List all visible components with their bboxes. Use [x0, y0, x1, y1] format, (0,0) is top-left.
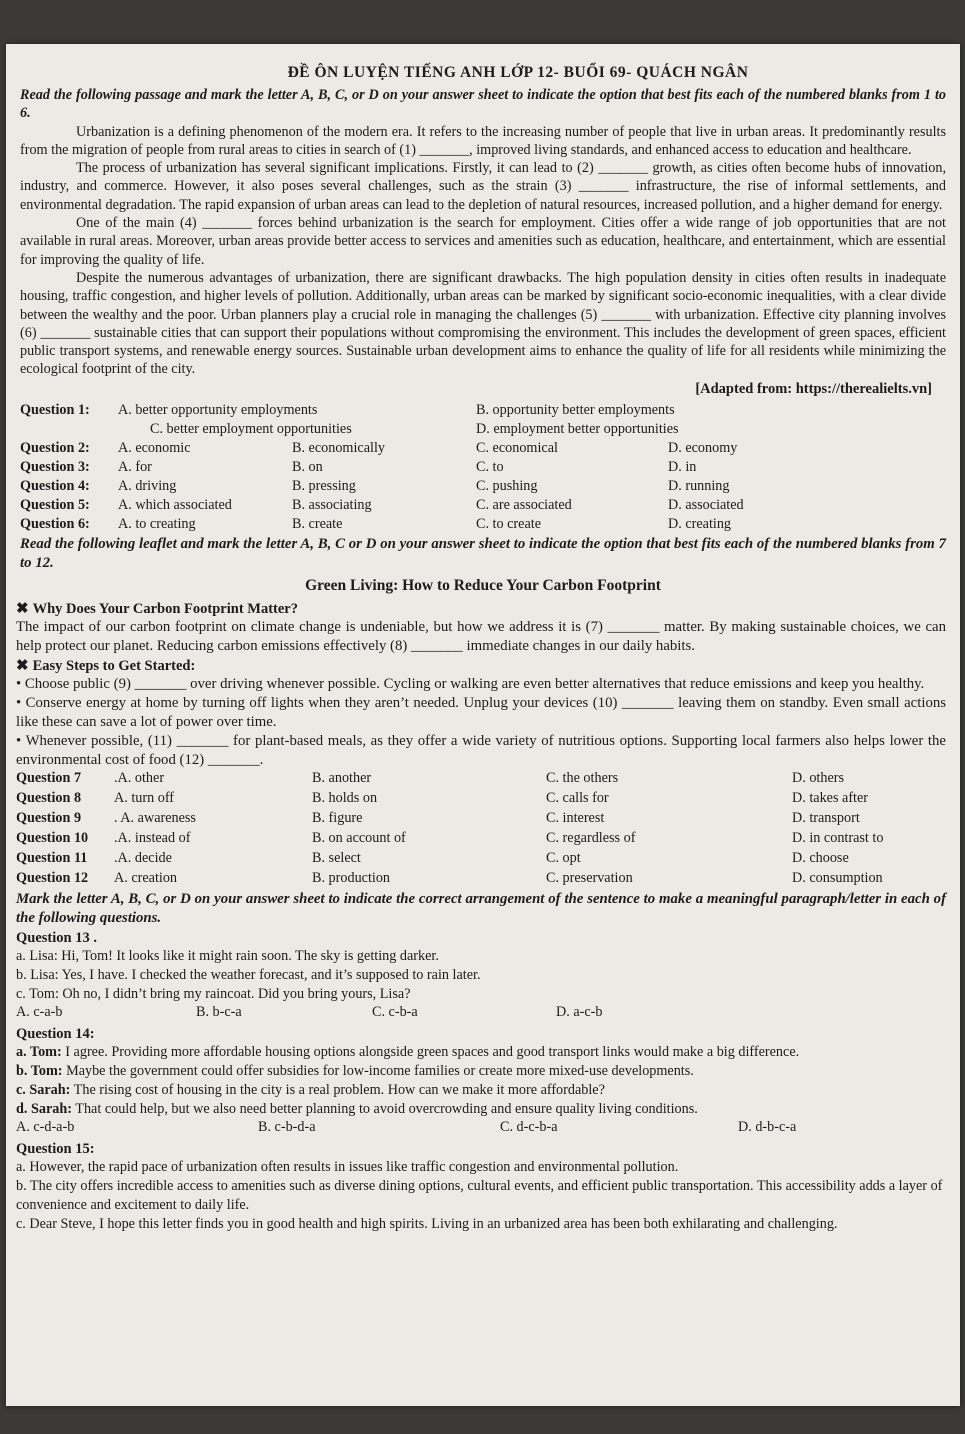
question-15-label: Question 15:: [16, 1140, 95, 1157]
option-a[interactable]: A. turn off: [114, 789, 175, 806]
option-a[interactable]: .A. decide: [114, 849, 172, 866]
question-row: [16, 810, 960, 830]
option-d[interactable]: D. in contrast to: [792, 829, 884, 846]
option-b[interactable]: B. select: [312, 849, 361, 866]
q13-line-c: c. Tom: Oh no, I didn’t bring my raincoat. Did you bring yours, Lisa?: [16, 985, 411, 1002]
option-a[interactable]: A. c-d-a-b: [16, 1118, 75, 1135]
passage1-para1: Urbanization is a defining phenomenon of the modern era. It refers to the increasing number of people that live in urban areas. It predominantly results from the migration of people from rural areas to cities in search of (1) _______, improved living standards, and enhanced access to education and healthcare.: [20, 123, 946, 158]
q15-line-c: c. Dear Steve, I hope this letter finds you in good health and high spirits. Living in an urbanized area has been both exhilarating and challenging.: [16, 1215, 838, 1232]
option-c[interactable]: C. to: [476, 458, 504, 475]
option-d[interactable]: D. transport: [792, 809, 860, 826]
option-c[interactable]: C. preservation: [546, 869, 633, 886]
option-b[interactable]: B. associating: [292, 496, 372, 513]
option-b[interactable]: B. on: [292, 458, 323, 475]
option-c[interactable]: C. to create: [476, 515, 541, 532]
bullet-2: • Conserve energy at home by turning off lights when they aren’t needed. Unplug your devices (10) _______ leaving them on standby. Even small actions like these can save a lot of power over time.: [16, 694, 946, 730]
option-c[interactable]: C. c-b-a: [372, 1003, 418, 1020]
option-b[interactable]: B. production: [312, 869, 391, 886]
speaker: a. Tom:: [16, 1043, 62, 1060]
option-d[interactable]: D. takes after: [792, 789, 869, 806]
leaflet-section-2: [16, 656, 960, 675]
option-a[interactable]: A. to creating: [118, 515, 196, 532]
worksheet-page: [6, 44, 960, 1406]
option-b[interactable]: B. opportunity better employments: [476, 401, 675, 418]
line-text: The rising cost of housing in the city is a real problem. How can we make it more affordable?: [70, 1081, 605, 1098]
option-a[interactable]: A. creation: [114, 869, 178, 886]
question-label: Question 3:: [20, 458, 90, 475]
option-d[interactable]: D. creating: [668, 515, 732, 532]
option-b[interactable]: B. create: [292, 515, 343, 532]
section-title: Why Does Your Carbon Footprint Matter?: [32, 600, 298, 617]
question-label: Question 6:: [20, 515, 90, 532]
speaker: c. Sarah:: [16, 1081, 71, 1098]
bullet-1: • Choose public (9) _______ over driving whenever possible. Cycling or walking are even better alternatives that reduce emissions and keep you healthy.: [16, 675, 925, 692]
speaker: d. Sarah:: [16, 1100, 72, 1117]
option-c[interactable]: C. are associated: [476, 496, 572, 513]
option-d[interactable]: D. running: [668, 477, 730, 494]
speaker: b. Tom:: [16, 1062, 63, 1079]
option-c[interactable]: C. interest: [546, 809, 605, 826]
q14-line-d: [16, 1100, 946, 1119]
option-b[interactable]: B. another: [312, 769, 372, 786]
option-c[interactable]: C. d-c-b-a: [500, 1118, 558, 1135]
q13-line-b: b. Lisa: Yes, I have. I checked the weather forecast, and it’s supposed to rain later.: [16, 966, 481, 983]
question-row: [20, 421, 960, 440]
question-row: [20, 402, 960, 421]
option-b[interactable]: B. on account of: [312, 829, 406, 846]
option-a[interactable]: A. driving: [118, 477, 177, 494]
question-label: Question 1:: [20, 401, 90, 418]
option-c[interactable]: C. the others: [546, 769, 619, 786]
option-a[interactable]: A. for: [118, 458, 152, 475]
passage1-para4: Despite the numerous advantages of urbanization, there are significant drawbacks. The high population density in cities often results in inadequate housing, traffic congestion, and higher levels of pollution. Additionally, urban areas can be marked by significant socio-economic inequalities, with a clear divide between the wealthy and the poor. Urban planners play a crucial role in managing the challenges (5) _______ with urbanization. Effective city planning involves (6) _______ sustainable cities that can support their populations without compromising the environment. This includes the development of green spaces, efficient public transport systems, and renewable energy sources. Sustainable urban development aims to enhance the quality of life for all residents while minimizing the ecological footprint of the city.: [20, 269, 946, 378]
q15-line-a: a. However, the rapid pace of urbanization often results in issues like traffic congestion and environmental pollution.: [16, 1158, 679, 1175]
q13-line-a: a. Lisa: Hi, Tom! It looks like it might rain soon. The sky is getting darker.: [16, 947, 439, 964]
option-a[interactable]: . A. awareness: [114, 809, 196, 826]
option-b[interactable]: B. figure: [312, 809, 363, 826]
cross-icon: ✖: [16, 657, 29, 674]
question-13-label: Question 13 .: [16, 929, 97, 946]
option-d[interactable]: D. consumption: [792, 869, 883, 886]
question-label: Question 2:: [20, 439, 90, 456]
instruction-2: Read the following leaflet and mark the letter A, B, C or D on your answer sheet to indicate the option that best fits each of the numbered blanks from 7 to 12.: [20, 535, 946, 571]
passage1-para2: The process of urbanization has several significant implications. Firstly, it can lead to (2) _______ growth, as cities often become hubs of innovation, industry, and commerce. However, it also poses several challenges, such as the strain (3) _______ infrastructure, the rise of informal settlements, and environmental degradation. The rapid expansion of urban areas can lead to the depletion of natural resources, increased pollution, and a higher demand for energy.: [20, 160, 946, 213]
instruction-3: Mark the letter A, B, C, or D on your answer sheet to indicate the correct arrangement of the sentence to make a meaningful paragraph/letter in each of the following questions.: [16, 890, 946, 926]
question-row: [16, 770, 960, 790]
question-row: [20, 516, 960, 535]
option-a[interactable]: A. c-a-b: [16, 1003, 63, 1020]
line-text: I agree. Providing more affordable housing options alongside green spaces and good transport links would make a big difference.: [61, 1043, 800, 1060]
option-b[interactable]: B. b-c-a: [196, 1003, 242, 1020]
option-d[interactable]: D. choose: [792, 849, 849, 866]
question-label: Question 8: [16, 789, 82, 806]
question-label: Question 4:: [20, 477, 90, 494]
option-c[interactable]: C. opt: [546, 849, 581, 866]
passage1-para3: One of the main (4) _______ forces behind urbanization is the search for employment. Cities offer a wide range of job opportunities that are not available in rural areas. Moreover, urban areas provide better access to services and amenities such as education, healthcare, and entertainment, which are essential for improving the quality of life.: [20, 215, 946, 268]
question-label: Question 7: [16, 769, 82, 786]
option-c[interactable]: C. economical: [476, 439, 558, 456]
option-b[interactable]: B. economically: [292, 439, 385, 456]
leaflet-paragraph: The impact of our carbon footprint on climate change is undeniable, but how we address it is (7) _______ matter. By making sustainable choices, we can help protect our planet. Reducing carbon emissions effectively (8) _______ immediate changes in our daily habits.: [16, 618, 946, 654]
section-title: Easy Steps to Get Started:: [32, 657, 196, 674]
bullet-3: • Whenever possible, (11) _______ for plant-based meals, as they offer a wide variety of nutritious options. Supporting local farmers also helps lower the environmental cost of food (12) _______.: [16, 732, 946, 768]
question-row: [20, 459, 960, 478]
line-text: That could help, but we also need better planning to avoid overcrowding and ensure quality living conditions.: [71, 1100, 698, 1117]
question-label: Question 10: [16, 829, 89, 846]
option-c[interactable]: C. better employment opportunities: [150, 420, 352, 437]
option-a[interactable]: A. better opportunity employments: [118, 401, 318, 418]
option-a[interactable]: A. economic: [118, 439, 191, 456]
option-b[interactable]: B. holds on: [312, 789, 378, 806]
question-row: [20, 497, 960, 516]
line-text: Maybe the government could offer subsidies for low-income families or create more mixed-use developments.: [62, 1062, 694, 1079]
q14-line-b: [16, 1062, 946, 1081]
q13-options: [16, 1004, 960, 1024]
option-d[interactable]: D. employment better opportunities: [476, 420, 679, 437]
leaflet-heading: Green Living: How to Reduce Your Carbon Footprint: [305, 576, 661, 594]
q14-line-c: [16, 1081, 946, 1100]
question-row: [16, 870, 960, 890]
question-row: [16, 830, 960, 850]
option-d[interactable]: D. others: [792, 769, 845, 786]
cross-icon: ✖: [16, 600, 29, 617]
q14-line-a: [16, 1043, 946, 1062]
question-label: Question 5:: [20, 496, 90, 513]
q14-options: [16, 1119, 960, 1139]
instruction-1: Read the following passage and mark the letter A, B, C, or D on your answer sheet to indicate the option that best fits each of the numbered blanks from 1 to 6.: [20, 87, 946, 122]
question-label: Question 9: [16, 809, 82, 826]
option-b[interactable]: B. c-b-d-a: [258, 1118, 316, 1135]
q15-line-b: b. The city offers incredible access to amenities such as diverse dining options, cultural events, and efficient public transportation. This accessibility adds a layer of convenience and excitement to daily life.: [16, 1177, 943, 1213]
page-title: ĐỀ ÔN LUYỆN TIẾNG ANH LỚP 12- BUỔI 69- QUÁCH NGÂN: [287, 64, 749, 81]
option-a[interactable]: A. which associated: [118, 496, 232, 513]
question-label: Question 11: [16, 849, 88, 866]
source-citation: [Adapted from: https://therealielts.vn]: [695, 380, 932, 397]
option-d[interactable]: D. associated: [668, 496, 744, 513]
question-row: [16, 790, 960, 810]
option-c[interactable]: C. regardless of: [546, 829, 636, 846]
option-d[interactable]: D. economy: [668, 439, 738, 456]
question-label: Question 12: [16, 869, 89, 886]
option-d[interactable]: D. a-c-b: [556, 1003, 603, 1020]
question-row: [16, 850, 960, 870]
question-row: [20, 440, 960, 459]
option-a[interactable]: .A. instead of: [114, 829, 191, 846]
option-b[interactable]: B. pressing: [292, 477, 356, 494]
question-14-label: Question 14:: [16, 1025, 95, 1042]
question-row: [20, 478, 960, 497]
option-d[interactable]: D. d-b-c-a: [738, 1118, 797, 1135]
leaflet-section-1: [16, 599, 960, 618]
option-c[interactable]: C. calls for: [546, 789, 609, 806]
option-a[interactable]: .A. other: [114, 769, 165, 786]
option-d[interactable]: D. in: [668, 458, 697, 475]
option-c[interactable]: C. pushing: [476, 477, 538, 494]
